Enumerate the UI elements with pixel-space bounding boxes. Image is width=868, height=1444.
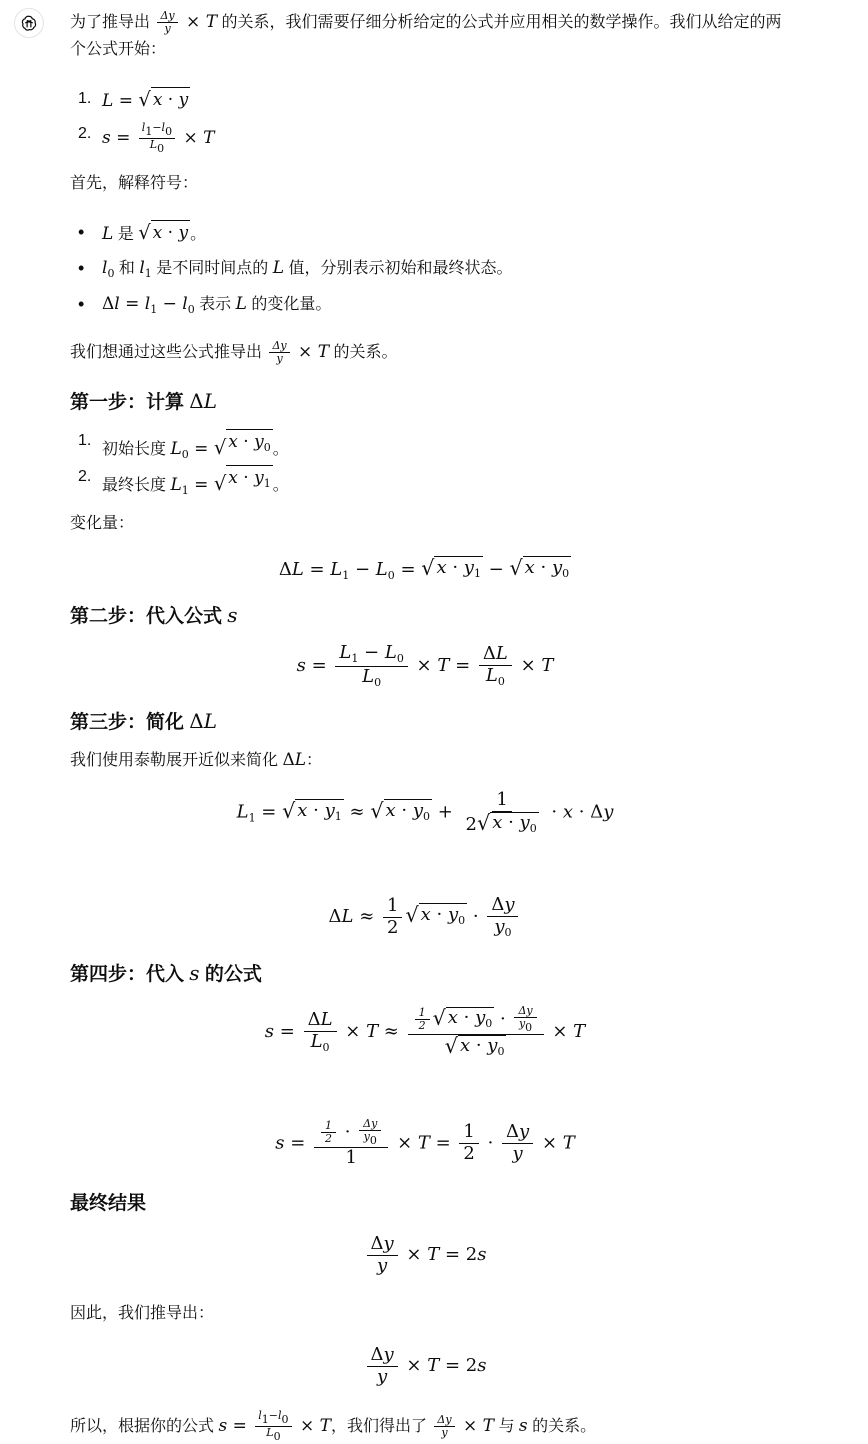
therefore-equation: $\frac{\Delta y}{y}$ × T = 2s	[70, 1345, 780, 1387]
step3-text: 我们使用泰勒展开近似来简化 ΔL：	[70, 750, 323, 770]
step4-heading: 第四步：代入 s 的公式	[70, 961, 262, 985]
formula-item-1: 1. L = √ x · y	[78, 88, 189, 111]
step1-item-1: 1. 初始长度 $L_0$ = √ $x \cdot y_0$ 。	[70, 429, 570, 457]
step2-equation: s = $\frac{L_1 - L_0}{L_0}$ × T = $\frac{\Delta L}{L_0}$ × T	[296, 642, 554, 689]
therefore-text: 因此，我们推导出：	[70, 1305, 215, 1322]
bullet-item-2: • $l_0$ 和 $l_1$ 是不同时间点的 L 值，分别表示初始和最终状态。	[78, 258, 513, 280]
final-equation: $\frac{\Delta y}{y}$ × T = 2s	[70, 1234, 780, 1276]
formula-item-2: 2. s = $\frac{l1-l0}{L0}$ × T	[78, 121, 215, 156]
goal-text: 我们想通过这些公式推导出 $\frac{\Delta y}{y}$ × T 的关系。	[70, 339, 398, 366]
step4-equation-2: s = $\frac{1}{2}$ · $\frac{\Delta y}{y0}$ 1 × T = $\frac{1}{2}$ · $\frac{\Delta y}{y}$ × T	[275, 1117, 575, 1169]
taylor-equation: $L_1$ = √ $x \cdot y_1$ ≈ √ $x \cdot y_0$ + 1 2 √ $x \cdot y_0$ · x · Δy	[236, 789, 614, 835]
change-label: 变化量：	[70, 515, 135, 532]
step4-equation-1: s = $\frac{\Delta L}{L_0}$ × T ≈ $\frac{1}{2}$ √ $x \cdot y_0$ · $\frac{\Delta y}{y0}$ √ $x \cdot y_0$ × T	[264, 1004, 586, 1059]
bullet-item-1: • L 是 √ x · y 。	[78, 221, 207, 244]
symbols-intro: 首先，解释符号：	[70, 175, 199, 192]
step1-item-2: 2. 最终长度 $L_1$ = √ $x \cdot y_1$ 。	[70, 465, 570, 493]
intro-line-1: 为了推导出 $\frac{\Delta y}{y}$ × T 的关系，我们需要仔细分析给定的公式并应用相关的数学操作。我们从给定的两	[70, 9, 782, 36]
intro-line-2: 个公式开始：	[70, 41, 167, 58]
bullet-item-3: • $\Delta l = l_1 - l_0$ 表示 L 的变化量。	[78, 294, 332, 316]
step3-heading: 第三步：简化 ΔL	[70, 709, 218, 733]
openai-logo-icon	[20, 14, 38, 32]
delta-L-equation: $\Delta L = L_1 - L_0$ = √ $x \cdot y_1$ − √ $x \cdot y_0$	[278, 556, 570, 582]
assistant-avatar	[14, 8, 44, 38]
step1-heading: 第一步：计算 ΔL	[70, 389, 218, 413]
conclusion-text: 所以，根据你的公式 s = $\frac{l1-l0}{L0}$ × T，我们得出了 $\frac{\Delta y}{y}$ × T 与 s 的关系。	[70, 1409, 597, 1444]
final-heading: 最终结果	[70, 1193, 147, 1214]
delta-L-approx-equation: ΔL ≈ $\frac{1}{2}$ √ $x \cdot y_0$ · $\frac{\Delta y}{y_0}$	[70, 895, 780, 939]
step2-heading: 第二步：代入公式 s	[70, 603, 238, 627]
